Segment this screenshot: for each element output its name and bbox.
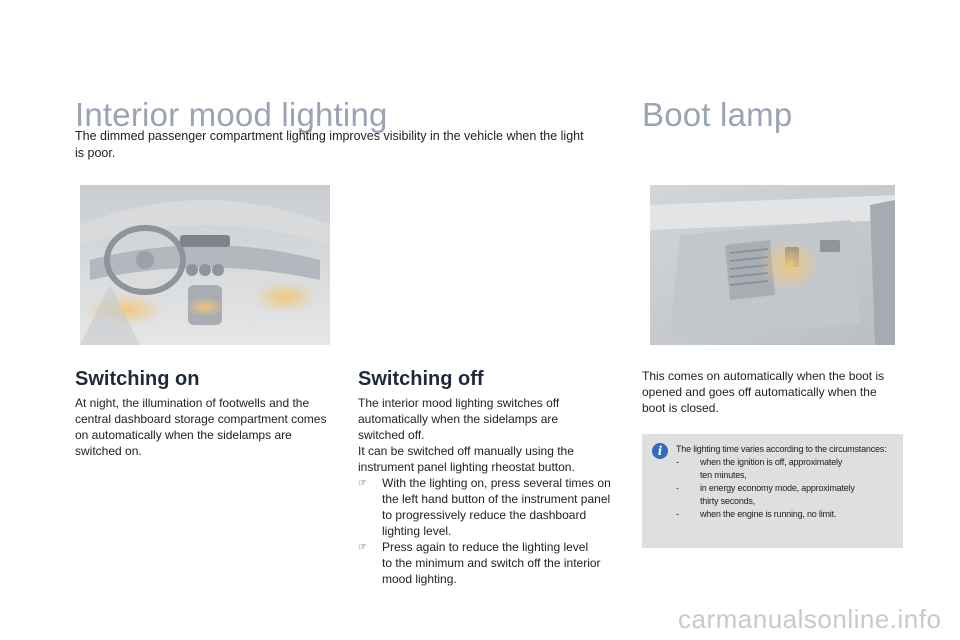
boot-lamp-text bbox=[642, 368, 912, 416]
switching-off-heading: Switching off bbox=[358, 368, 484, 390]
info-item: - in energy economy mode, approximately thirty seconds, bbox=[676, 483, 855, 506]
boot-line: opened and goes off automatically when the bbox=[642, 385, 877, 399]
intro-line: is poor. bbox=[75, 146, 116, 160]
switching-on-text bbox=[75, 395, 345, 459]
switching-on-heading: Switching on bbox=[75, 368, 200, 390]
switching-off-line: The interior mood lighting switches off bbox=[358, 396, 560, 410]
watermark-text: carmanualsonline.info bbox=[678, 604, 942, 634]
bullet-line: With the lighting on, press several times on bbox=[382, 476, 611, 490]
dashboard-illustration bbox=[80, 185, 330, 345]
bullet-line: the left hand button of the instrument panel bbox=[382, 492, 611, 506]
switching-off-line: It can be switched off manually using the bbox=[358, 444, 574, 458]
switching-on-line: on automatically when the sidelamps are bbox=[75, 428, 292, 442]
bullet-item bbox=[358, 475, 628, 539]
boot-line: This comes on automatically when the boot is bbox=[642, 369, 885, 383]
boot-illustration bbox=[650, 185, 895, 345]
bullet-line: to progressively reduce the dashboard bbox=[382, 508, 587, 522]
intro-text bbox=[75, 128, 615, 162]
bullet-item bbox=[358, 539, 628, 587]
switching-off-line: switched off. bbox=[358, 428, 425, 442]
bullet-line: mood lighting. bbox=[382, 572, 457, 586]
switching-on-line: central dashboard storage compartment comes bbox=[75, 412, 327, 426]
info-box bbox=[642, 434, 903, 548]
info-heading: The lighting time varies according to the circumstances: bbox=[676, 444, 887, 454]
switching-off-line: automatically when the sidelamps are bbox=[358, 412, 559, 426]
intro-line: The dimmed passenger compartment lighting improves visibility in the vehicle when the light bbox=[75, 129, 584, 143]
info-item: - when the engine is running, no limit. bbox=[676, 509, 837, 519]
switching-off-line: instrument panel lighting rheostat button. bbox=[358, 460, 575, 474]
bullet-line: Press again to reduce the lighting level bbox=[382, 540, 589, 554]
interior-mood-lighting-title: Interior mood lighting bbox=[75, 96, 388, 133]
info-icon: i bbox=[652, 443, 668, 459]
switching-on-line: At night, the illumination of footwells and the bbox=[75, 396, 310, 410]
pointing-hand-icon: ☞ bbox=[358, 478, 367, 489]
switching-on-line: switched on. bbox=[75, 444, 142, 458]
bullet-line: lighting level. bbox=[382, 524, 452, 538]
boot-line: boot is closed. bbox=[642, 401, 719, 415]
boot-lamp-title: Boot lamp bbox=[642, 96, 793, 133]
pointing-hand-icon: ☞ bbox=[358, 542, 367, 553]
info-item: - when the ignition is off, approximately ten minutes, bbox=[676, 457, 843, 480]
bullet-line: to the minimum and switch off the interior bbox=[382, 556, 601, 570]
switching-off-text bbox=[358, 395, 628, 587]
info-text bbox=[676, 443, 898, 521]
